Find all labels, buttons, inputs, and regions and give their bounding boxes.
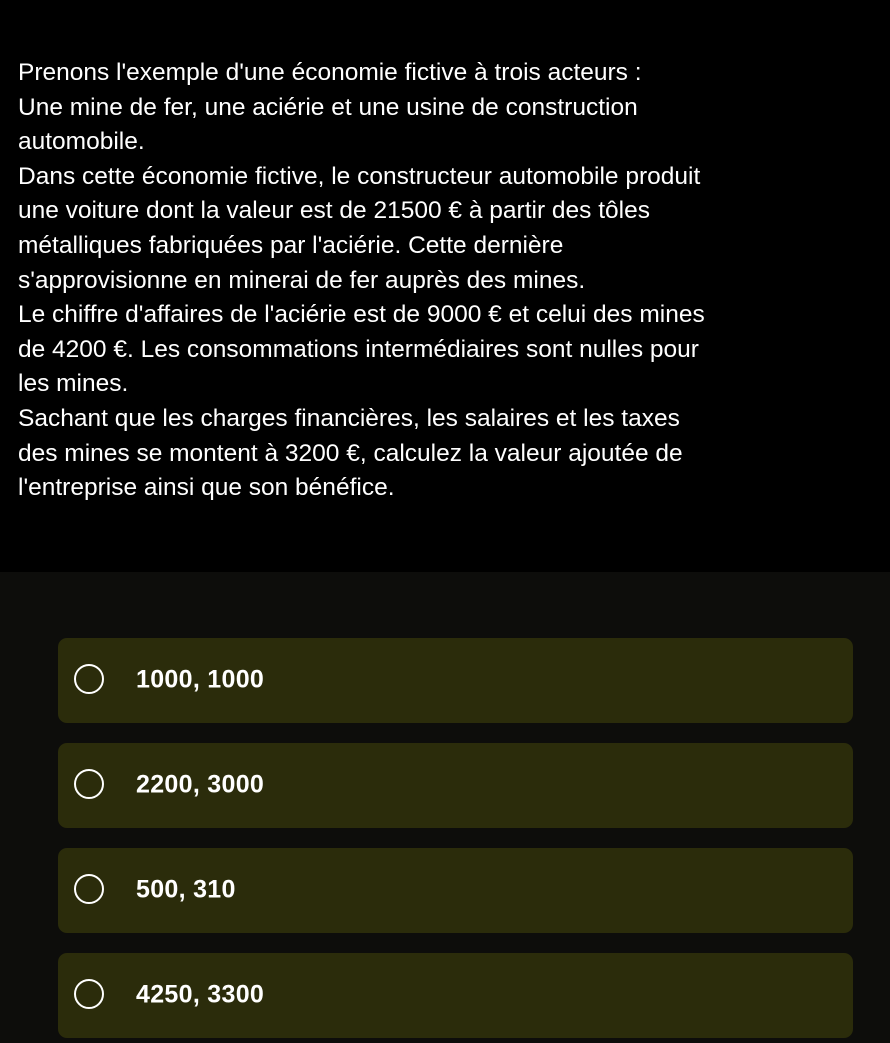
radio-button-icon[interactable] [74, 874, 104, 904]
answer-option-3[interactable] [58, 848, 853, 933]
question-line: métalliques fabriquées par l'aciérie. Cette dernière [18, 231, 564, 259]
answer-option-label: 500, 310 [136, 875, 236, 904]
answer-option-label: 4250, 3300 [136, 980, 265, 1009]
question-line: les mines. [18, 370, 129, 398]
question-line: de 4200 €. Les consommations intermédiaires sont nulles pour [18, 335, 699, 363]
answer-option-2[interactable] [58, 743, 853, 828]
question-line: Le chiffre d'affaires de l'aciérie est de 9000 € et celui des mines [18, 301, 705, 329]
question-line: Dans cette économie fictive, le constructeur automobile produit [18, 162, 701, 190]
answer-option-1[interactable] [58, 638, 853, 723]
question-line: automobile. [18, 128, 145, 156]
question-line: l'entreprise ainsi que son bénéfice. [18, 474, 395, 502]
question-line: Prenons l'exemple d'une économie fictive à trois acteurs : [18, 59, 642, 86]
radio-button-icon[interactable] [74, 664, 104, 694]
radio-button-icon[interactable] [74, 769, 104, 799]
answer-option-label: 1000, 1000 [136, 665, 265, 694]
question-line: des mines se montent à 3200 €, calculez la valeur ajoutée de [18, 439, 683, 467]
question-line: une voiture dont la valeur est de 21500 € à partir des tôles [18, 197, 650, 225]
question-line: Sachant que les charges financières, les salaires et les taxes [18, 404, 680, 432]
question-line: s'approvisionne en minerai de fer auprès des mines. [18, 266, 586, 294]
radio-button-icon[interactable] [74, 979, 104, 1009]
answer-option-label: 2200, 3000 [136, 770, 265, 799]
question-line: Une mine de fer, une aciérie et une usine de construction [18, 93, 638, 121]
answer-option-4[interactable] [58, 953, 853, 1038]
